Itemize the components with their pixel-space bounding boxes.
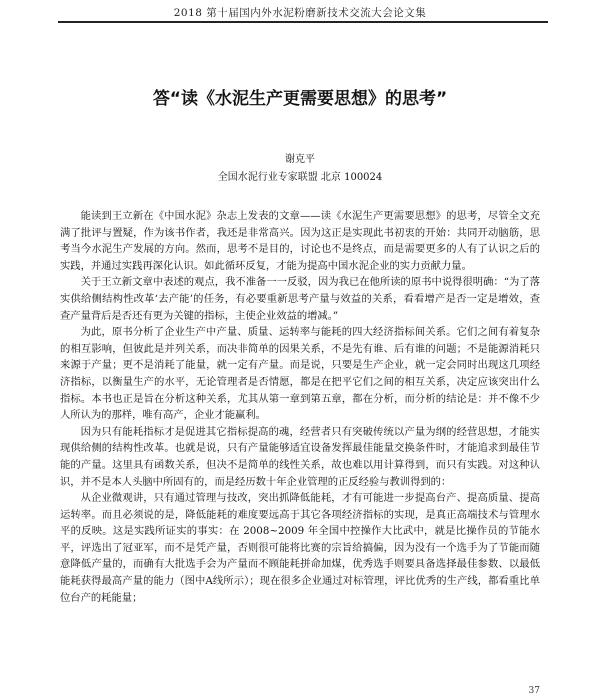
running-header: 2018 第十届国内外水泥粉磨新技术交流大会论文集 xyxy=(173,7,427,19)
paragraph: 能读到王立新在《中国水泥》杂志上发表的文章——读《水泥生产更需要思想》的思考，尽管全文充满了批评与置疑，作为该书作者，我还是非常高兴。因为这正是实现此书初衷的开始：共同开动脑筋，思考当今水泥生产发展的方向。然而，思考不是目的，讨论也不是终点，而是需要更多的人有了认识之后的实践，并通过实践再深化认识。如此循环反复，才能为提高中国水泥企业的实力贡献力量。 xyxy=(60,210,540,272)
paragraph: 为此，原书分析了企业生产中产量、质量、运转率与能耗的四大经济指标间关系。它们之间有着复杂的相互影响，但彼此是并列关系，而决非简单的因果关系，不是先有谁、后有谁的问题；不是能源消耗只来源于产量；更不是消耗了能量，就一定有产量。而是说，只要是生产企业，就一定会同时出现这几项经济指标，以衡量生产的水平，无论管理者是否情愿，都是在把平它们之间的相互关系，决定应该突出什么指标。本书也正是旨在分析这种关系，尤其从第一章到第五章，都在分析，而分析的结论是：并不像不少人所认为的那样，唯有高产，企业才能赢利。 xyxy=(60,326,540,422)
paragraph: 因为只有能耗指标才是促进其它指标提高的魂，经营者只有突破传统以产量为纲的经营思想，才能实现供给侧的结构性改革。也就是说，只有产量能够适宜设备发挥最佳能量交换条件时，才能追求到最佳节能的产量。这里具有函数关系，但决不是简单的线性关系，故也难以用计算得到，而只有实践。对这种认识，并不是本人头脑中所固有的，而是经历数十年企业管理的正反经验与教训得到的： xyxy=(60,425,540,488)
paragraph: 从企业微观讲，只有通过管理与技改，突出抓降低能耗，才有可能进一步提高台产、提高质量、提高运转率。而且必须说的是，降低能耗的难度要远高于其它各项经济指标的实现，是真正高端技术与管理水平的反映。这是实践所证实的事实：在 2008~2009 年全国中控操作大比武中，就是比操作员的节能水平，评选出了冠亚军，而不是凭产量，否则很可能将比赛的宗旨给搞偏，因为没有一个选手为了节能而随意降低产量的，而确有大批选手会为产量而不顾能耗拼命加煤，优秀选手则要具备选择最佳参数、以最低能耗获得最高产量的能力（图中A线所示）；现在很多企业通过对标管理，评比优秀的生产线，都看重比单位台产的耗能量； xyxy=(60,492,540,604)
article-title: 答“读《水泥生产更需要思想》的思考” xyxy=(152,89,448,109)
header-rule xyxy=(58,21,548,23)
author-name: 谢克平 xyxy=(285,154,315,165)
paragraph: 关于王立新文章中表述的观点，我不准备一一反驳，因为我已在他所读的原书中说得很明确：“为了落实供给侧结构性改革‘去产能’的任务，有必要重新思考产量与效益的关系，看看增产是否一定是增效，查查产量背后是否还有更为关键的指标，主使企业效益的增减。” xyxy=(60,276,540,322)
page-number: 37 xyxy=(528,686,540,696)
article-body xyxy=(60,208,540,606)
author-affiliation: 全国水泥行业专家联盟 北京 100024 xyxy=(217,172,383,183)
